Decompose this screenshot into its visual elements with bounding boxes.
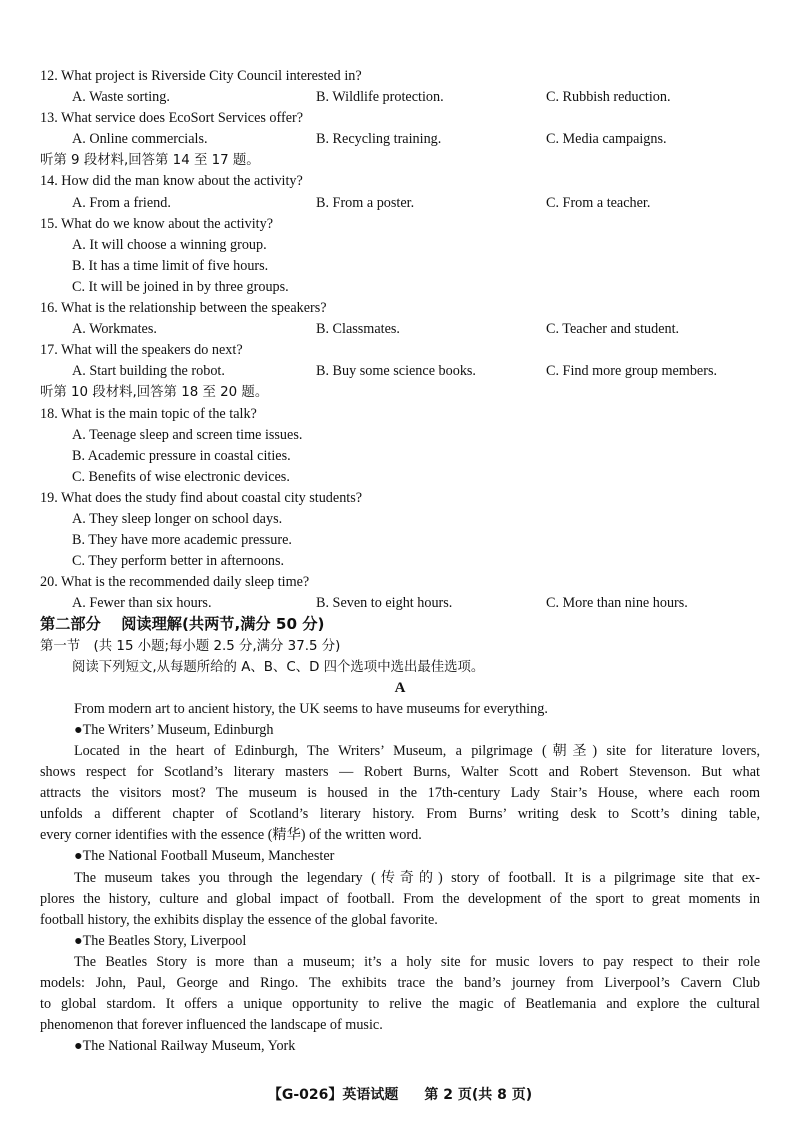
page-footer xyxy=(0,1084,800,1104)
question-16-options xyxy=(40,319,760,340)
question-15-option-b: B. It has a time limit of five hours. xyxy=(72,257,269,274)
reading-instructions: 阅读下列短文,从每题所给的 A、B、C、D 四个选项中选出最佳选项。 xyxy=(72,659,485,675)
paragraph-line: football history, the exhibits display the essence of the global favorite. xyxy=(40,911,438,928)
reading-section-title: 第一节 (共 15 小题;每小题 2.5 分,满分 37.5 分) xyxy=(40,638,341,654)
museum-heading-beatles: ●The Beatles Story, Liverpool xyxy=(74,932,247,949)
option-b: B. Classmates. xyxy=(316,321,400,338)
option-a: A. From a friend. xyxy=(72,194,171,211)
option-a: A. Start building the robot. xyxy=(72,363,225,380)
paragraph-line: Located in the heart of Edinburgh, The Writers’ Museum, a pilgrimage (朝圣) site for literature lovers, xyxy=(74,743,760,759)
page-content xyxy=(40,66,760,1057)
passage-intro: From modern art to ancient history, the UK seems to have museums for everything. xyxy=(74,700,548,717)
option-b: B. Seven to eight hours. xyxy=(316,595,453,612)
listening-instruction-9: 听第 9 段材料,回答第 14 至 17 题。 xyxy=(40,153,260,169)
listening-instruction-10: 听第 10 段材料,回答第 18 至 20 题。 xyxy=(40,385,269,401)
question-20-options xyxy=(40,593,760,614)
option-c: C. Find more group members. xyxy=(546,363,718,380)
option-b: B. Buy some science books. xyxy=(316,363,476,380)
option-a: A. Fewer than six hours. xyxy=(72,595,212,612)
question-12: 12. What project is Riverside City Council interested in? xyxy=(40,68,362,84)
museum-heading-railway: ●The National Railway Museum, York xyxy=(74,1038,296,1055)
question-19-option-a: A. They sleep longer on school days. xyxy=(72,510,283,527)
option-c: C. Teacher and student. xyxy=(546,321,680,338)
paragraph-line: unfolds a different chapter of Scotland’s literary history. From Burns’ writing desk to Scott’s dining table, xyxy=(40,806,760,823)
question-15-option-a: A. It will choose a winning group. xyxy=(72,236,267,253)
paragraph-line: attracts the visitors most? The museum is housed in the 17th-century Lady Stair’s House, where each room xyxy=(40,785,760,802)
paragraph-line: phenomenon that forever influenced the landscape of music. xyxy=(40,1017,383,1034)
question-16: 16. What is the relationship between the speakers? xyxy=(40,300,327,317)
option-c: C. More than nine hours. xyxy=(546,595,688,612)
option-a: A. Online commercials. xyxy=(72,131,208,148)
paragraph-line: to global stardom. It offers a unique opportunity to relive the magic of Beatlemania and explore the cultural xyxy=(40,996,760,1013)
passage-letter: A xyxy=(394,679,406,696)
paragraph-line: every corner identifies with the essence (精华) of the written word. xyxy=(40,827,422,844)
museum-heading-football: ●The National Football Museum, Manchester xyxy=(74,848,335,865)
question-18: 18. What is the main topic of the talk? xyxy=(40,405,257,422)
question-18-option-a: A. Teenage sleep and screen time issues. xyxy=(72,426,303,443)
option-b: B. Recycling training. xyxy=(316,131,442,148)
question-14: 14. How did the man know about the activity? xyxy=(40,173,303,190)
question-19-option-c: C. They perform better in afternoons. xyxy=(72,553,285,570)
exam-code: 【G-026】英语试题 xyxy=(267,1087,399,1103)
question-17-options xyxy=(40,361,760,382)
question-19: 19. What does the study find about coastal city students? xyxy=(40,489,363,506)
option-a: A. Waste sorting. xyxy=(72,89,170,106)
question-18-option-c: C. Benefits of wise electronic devices. xyxy=(72,468,290,485)
question-14-options xyxy=(40,193,760,214)
museum-heading-writers: ●The Writers’ Museum, Edinburgh xyxy=(74,721,274,738)
question-17: 17. What will the speakers do next? xyxy=(40,342,243,359)
option-c: C. Media campaigns. xyxy=(546,131,667,148)
question-15: 15. What do we know about the activity? xyxy=(40,215,273,232)
question-12-options xyxy=(40,87,760,108)
paragraph-line: plores the history, culture and global impact of football. From the development of the sport to great moments in xyxy=(40,890,760,907)
question-13-options xyxy=(40,129,760,150)
option-c: C. From a teacher. xyxy=(546,194,651,211)
question-13: 13. What service does EcoSort Services offer? xyxy=(40,110,304,127)
option-c: C. Rubbish reduction. xyxy=(546,89,671,106)
question-19-option-b: B. They have more academic pressure. xyxy=(72,532,292,549)
question-20: 20. What is the recommended daily sleep time? xyxy=(40,574,310,591)
question-15-option-c: C. It will be joined in by three groups. xyxy=(72,278,289,295)
paragraph-line: shows respect for Scotland’s literary masters — Robert Burns, Walter Scott and Robert Stevenson. But what xyxy=(40,764,760,781)
option-b: B. From a poster. xyxy=(316,194,415,211)
question-18-option-b: B. Academic pressure in coastal cities. xyxy=(72,447,291,464)
page-number: 第 2 页(共 8 页) xyxy=(424,1087,533,1103)
option-a: A. Workmates. xyxy=(72,321,157,338)
option-b: B. Wildlife protection. xyxy=(316,89,444,106)
paragraph-line: The museum takes you through the legendary (传奇的) story of football. It is a pilgrimage site that ex- xyxy=(74,869,760,886)
paragraph-line: The Beatles Story is more than a museum; it’s a holy site for music lovers to pay respect to their role xyxy=(74,953,760,970)
reading-part-title: 第二部分 阅读理解(共两节,满分 50 分) xyxy=(40,615,325,634)
paragraph-line: models: John, Paul, George and Ringo. The exhibits trace the band’s journey from Liverpool’s Cavern Club xyxy=(40,975,760,992)
